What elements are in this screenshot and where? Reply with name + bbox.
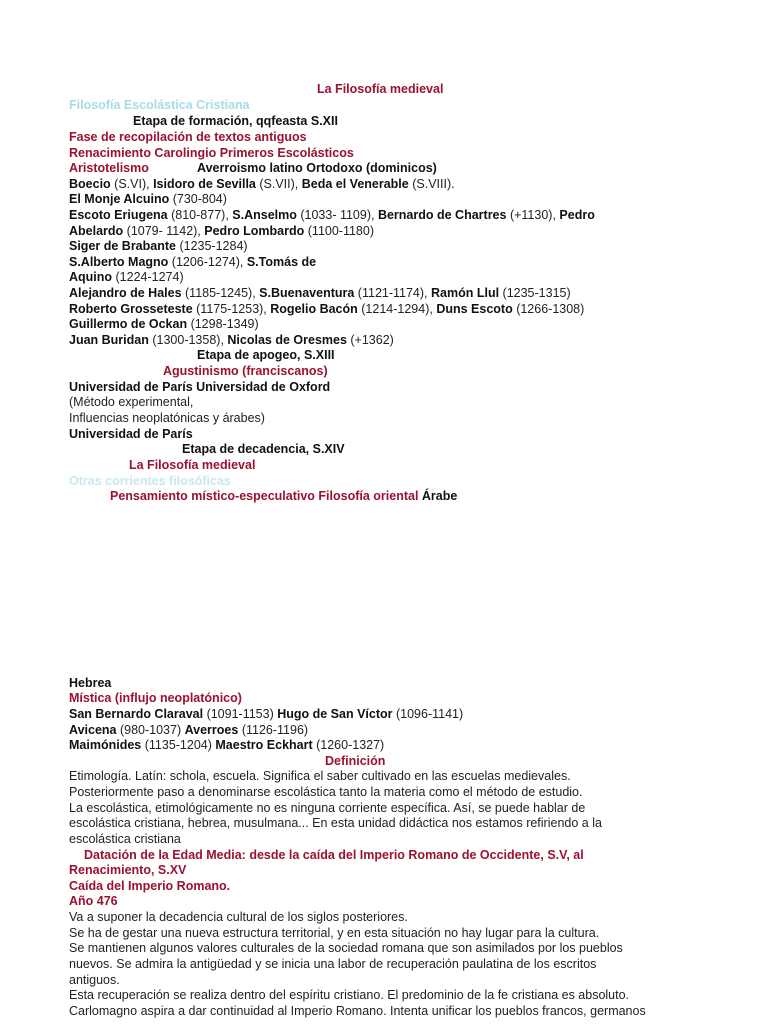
- mistica-heading: Mística (influjo neoplatónico): [69, 691, 242, 705]
- univ-paris: Universidad de París: [69, 427, 193, 441]
- line-buridan: Juan Buridan (1300-1358), Nicolas de Oresmes (+1362): [69, 333, 394, 347]
- datacion-heading: Datación de la Edad Media: desde la caída del Imperio Romano de Occidente, S.V, al: [84, 848, 584, 862]
- line-abelardo: Abelardo (1079- 1142), Pedro Lombardo (1100-1180): [69, 224, 375, 238]
- datacion-heading-cont: Renacimiento, S.XV: [69, 863, 187, 877]
- fase-heading: Fase de recopilación de textos antiguos: [69, 130, 307, 144]
- line-alberto: S.Alberto Magno (1206-1274), S.Tomás de: [69, 255, 317, 269]
- definicion-line: escolástica cristiana, hebrea, musulmana... En esta unidad didáctica nos estamos refiriendo a la: [69, 816, 602, 830]
- stage-decadencia: Etapa de decadencia, S.XIV: [182, 442, 345, 456]
- line-maimonides: Maimónides (1135-1204) Maestro Eckhart (1260-1327): [69, 738, 385, 752]
- renacimiento-heading: Renacimiento Carolingio Primeros Escolásticos: [69, 146, 354, 160]
- definicion-line: Etimología. Latín: schola, escuela. Significa el saber cultivado en las escuelas medievales.: [69, 769, 571, 783]
- definicion-line: La escolástica, etimológicamente no es ninguna corriente específica. Así, se puede hablar de: [69, 801, 586, 815]
- body-line: Esta recuperación se realiza dentro del espíritu cristiano. El predominio de la fe cristiana es absoluto.: [69, 988, 630, 1002]
- aristotelismo-label: Aristotelismo: [69, 161, 149, 175]
- univ-paris-oxford: Universidad de París Universidad de Oxford: [69, 380, 331, 394]
- line-aquino: Aquino (1224-1274): [69, 270, 184, 284]
- definicion-heading: Definición: [325, 754, 386, 768]
- line-alcuino: El Monje Alcuino (730-804): [69, 192, 227, 206]
- doc-title: La Filosofía medieval: [317, 82, 444, 96]
- caida-heading: Caída del Imperio Romano.: [69, 879, 231, 893]
- agustinismo-heading: Agustinismo (franciscanos): [163, 364, 328, 378]
- body-line: antiguos.: [69, 973, 120, 987]
- line-grosseteste: Roberto Grosseteste (1175-1253), Rogelio Bacón (1214-1294), Duns Escoto (1266-1308): [69, 302, 585, 316]
- pensamiento-line: Pensamiento místico-especulativo Filosofía oriental Árabe: [110, 489, 458, 503]
- hebrea-label: Hebrea: [69, 676, 112, 690]
- doc-title-repeat: La Filosofía medieval: [129, 458, 256, 472]
- averroismo-label: Averroismo latino Ortodoxo (dominicos): [197, 161, 437, 175]
- stage-apogeo: Etapa de apogeo, S.XIII: [197, 348, 335, 362]
- body-line: Se mantienen algunos valores culturales de la sociedad romana que son asimilados por los pueblos: [69, 941, 623, 955]
- metodo-line: (Método experimental,: [69, 395, 194, 409]
- line-ockan: Guillermo de Ockan (1298-1349): [69, 317, 259, 331]
- line-avicena: Avicena (980-1037) Averroes (1126-1196): [69, 723, 309, 737]
- doc-subtitle: Filosofía Escolástica Cristiana: [69, 98, 250, 112]
- line-siger: Siger de Brabante (1235-1284): [69, 239, 248, 253]
- aristotelismo-line: [69, 161, 728, 177]
- body-line: Va a suponer la decadencia cultural de los siglos posteriores.: [69, 910, 408, 924]
- otras-corrientes: Otras corrientes filosóficas: [69, 474, 231, 488]
- body-line: nuevos. Se admira la antigüedad y se inicia una labor de recuperación paulatina de los escritos: [69, 957, 597, 971]
- body-line: Se ha de gestar una nueva estructura territorial, y en esta situación no hay lugar para la cultura.: [69, 926, 600, 940]
- line-escoto: Escoto Eriugena (810-877), S.Anselmo (1033- 1109), Bernardo de Chartres (+1130), Pedro: [69, 208, 595, 222]
- definicion-line: Posteriormente paso a denominarse escolástica tanto la materia como el método de estudio.: [69, 785, 583, 799]
- body-line: Carlomagno aspira a dar continuidad al Imperio Romano. Intenta unificar los pueblos francos, germanos: [69, 1004, 646, 1018]
- stage-formacion: Etapa de formación, qqfeasta S.XII: [133, 114, 338, 128]
- anio-heading: Año 476: [69, 894, 118, 908]
- line-bernardo: San Bernardo Claraval (1091-1153) Hugo de San Víctor (1096-1141): [69, 707, 464, 721]
- line-hales: Alejandro de Hales (1185-1245), S.Buenaventura (1121-1174), Ramón Llul (1235-1315): [69, 286, 571, 300]
- influencias-line: Influencias neoplatónicas y árabes): [69, 411, 265, 425]
- definicion-line: escolástica cristiana: [69, 832, 181, 846]
- line-boecio: Boecio (S.VI), Isidoro de Sevilla (S.VII), Beda el Venerable (S.VIII).: [69, 177, 455, 191]
